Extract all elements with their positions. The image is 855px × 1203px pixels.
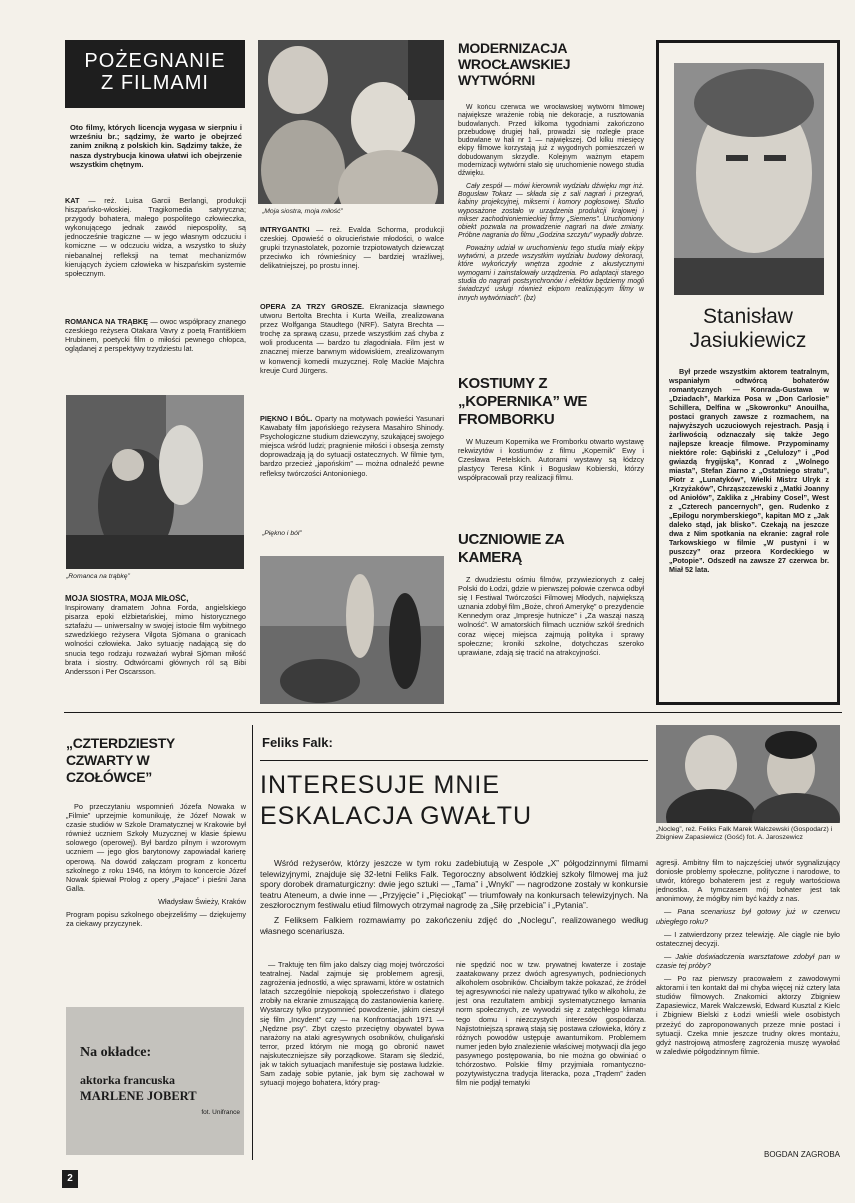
ucz-text: Z dwudziestu ośmiu filmów, przywiezionych z całej Polski do Łodzi, gdzie w pierwszej połowie czerwca odbył się I Festiwal Twórczości Filmowej Młodych, największą uznania zdobył film „Boże, chroń Amerykę” o prezydencie Kennedym oraz „Impresje hutnicze” i „Za wasząi naszą wolność”. W amatorskich filmach uczniów szkół średnich coraz więcej miejsca zajmują polityka i sprawy społeczne; kroniki szkolne, dotychczas szeroko uprawiane, zdają się tracić na atrakcyjności.: [458, 575, 644, 657]
opera-text: Ekranizacja sławnego utworu Bertolta Brechta i Kurta Weilla, zrealizowana przez Wolfganga Staudtego (NRF). Satyra Brechta — trochę za sprawą czasu, przede wszystkim zaś chyba z woli producenta — bardzo tu złagodniała. Film jest w znacznej mierze barwnym widowiskiem, zrealizowanym w konwencji komedii muzycznej. Rolę Mackie Majchra kreuje Curd Jürgens.: [260, 302, 444, 375]
interview-col3-text: agresji. Ambitny film to najczęściej utwór sygnalizujący doniosłe problemy społeczne, polityczne i narodowe, to utwór, którego bohaterem jest z reguły wartościowa jednostka. A tymczasem mój bohater jest tak anonimowy, że mógłby nim być każdy z nas.: [656, 858, 840, 904]
modern-article: [458, 104, 644, 344]
romanca-photo-image: [66, 395, 244, 569]
moja-photo-image: [258, 40, 444, 204]
czterdziesty-letter: [66, 802, 246, 1002]
kostiumy-title: KOSTIUMY Z „KOPERNIKA” WE FROMBORKU: [458, 375, 588, 428]
moja-text: Inspirowany dramatem Johna Forda, angielskiego pisarza epoki elżbietańskiej, mimo historycznego sztafażu — uniwersalny w swojej istocie film wybitnego szwedzkiego reżysera Vilgota Sjömana o granicach wolności człowieka. Jako sytuację nadającą się do snucia tego rodzaju rozważań wybrał Sjöman miłość brata i siostry. Odtwórcami głównych ról są Bibi Andersson i Per Oscarsson.: [65, 603, 246, 676]
farewell-title-line1: POŻEGNANIE: [84, 50, 226, 72]
nocleg-photo-image: [656, 725, 840, 823]
section-divider: [64, 712, 842, 713]
intryganci-text: — reż. Evalda Schorma, produkcji czeskiej. Opowieść o okrucieństwie młodości, o walce grupki trzynastolatek, pozornie trzpiotowatych dziewcząt przeciwko ich równieśnicy — bardziej wrażliwej, delikatniejszej, po prostu innej.: [260, 225, 444, 271]
interview-author: BOGDAN ZAGROBA: [763, 1150, 840, 1159]
czterdziesty-note: Program popisu szkolnego obejrzeliśmy — dziękujemy za ciekawy przyczynek.: [66, 910, 246, 929]
moja-review: [65, 594, 246, 704]
opera-review: [260, 302, 444, 412]
nocleg-photo: [656, 725, 840, 823]
interview-headline: [260, 770, 650, 838]
obituary-last-name: Jasiukiewicz: [689, 329, 807, 352]
interview-a1: — I zatwierdzony przez telewizję. Ale ciągle nie było ostatecznej decyzji.: [656, 929, 840, 948]
modern-text: W końcu czerwca we wrocławskiej wytwórni filmowej największe wrażenie robią nie dekoracje, a rusztowania budowlanych. Przed kilkoma tygodniami zakończono przebudowę drugiej hali, prowadzi się rozległe prace budowlane w hali nr 1 — największej. Od kilku miesięcy ekipy filmowe korzystają już z wygodnych pomieszczeń w dobudowanym skrzydle. Kolejnym ważnym etapem modernizacji wytwórni stało się uruchomienie nowego studia dźwięku.: [458, 104, 644, 178]
kat-text: — reż. Luisa Garcii Berlangi, produkcji hiszpańsko-włoskiej. Tragikomedia satyryczna; przygody bohatera, małego pospolitego człowieczka, wykonującego jednak zawód niepospolity, są jednocześnie tragiczne — w jego własnym odczuciu i komiczne — w odczuciu widza, a wszystko to służy niebanalnej refleksji na temat mechanizmów kierujących życiem człowieka w hiszpańskim systemie społecznym.: [65, 196, 246, 278]
czterdziesty-text: Po przeczytaniu wspomnień Józefa Nowaka w „Filmie” uprzejmie komunikuję, że Józef Nowak w czasie studiów w Szkole Dramatycznej w Krakowie był również uczniem Szkoły Muzycznej w klasie śpiewu solowego (operowej). Był bardzo pilnym i wzorowym uczniem — jego głos barytonowy zapowiadał karierę operową. Na dowód załączam program z koncertu szkolnego z roku 1946, na którym to koncercie Józef Nowak śpiewał Prolog z opery „Pajace” i pieśni Jana Galla.: [66, 802, 246, 893]
obituary-first-name: Stanisław: [703, 305, 793, 328]
farewell-title-line2: Z FILMAMI: [101, 72, 209, 94]
nocleg-caption: „Nocleg”, reż. Feliks Falk Marek Walczewski (Gospodarz) i Zbigniew Zapasiewicz (Gość) fot. A. Jaroszewicz: [656, 826, 833, 841]
obituary-photo: [674, 63, 824, 295]
czterdziesty-signature: Władysław Świeży, Kraków: [158, 896, 246, 906]
interview-q1: — Pana scenariusz był gotowy już w czerwcu ubiegłego roku?: [656, 907, 840, 926]
piekno-photo-image: [260, 556, 444, 704]
intryganci-review: [260, 225, 444, 290]
modern-title: MODERNIZACJA WROCŁAWSKIEJ WYTWÓRNI: [458, 40, 571, 88]
piekno-review: [260, 414, 444, 518]
modern-quote: Cały zespół — mówi kierownik wydziału dźwięku mgr inż. Bogusław Tokarz — składa się z sali nagrań i przegrań, kabiny projekcyjnej, mikserni i komory pogłosowej. Studio wyposażone zostało w urządzenia produkcji krajowej i mikser zachodnioniemieckiej firmy „Siemens”. Uruchomiony obiekt pozwala na prowadzenie nagrań na dwie zmiany. Próbne nagrania do filmu „Godzina szczytu” wypadły dobrze.: [458, 182, 644, 240]
cover-desc-line1: aktorka francuska: [80, 1073, 176, 1087]
obituary-text: Był przede wszystkim aktorem teatralnym, wspaniałym odtwórcą bohaterów romantycznych — Konrada-Gustawa w „Dziadach”, Markiza Posa w „Don Carlosie” Schillera, Delfina w „Skowronku” Anouilha, postaci granych zawsze z rozmachem, na najwyższych uczuciowych rejestrach. Pasją i żarliwością odznaczały się także Jego najlepsze kreacje filmowe. Przypominamy niektóre role: Gąbiński z „Celulozy” i „Pod gwiazdą frygijską”, Konrad z „Wolnego miasta”, Stefan Ziarno z „Ostatniego stratu”, Piotr z „Lunatyków”, Wielki Mistrz Ulryk z „Krzyżaków”, Chrząszczewski z „Matki Joanny od Aniołów”, Zaklika z „Hrabiny Cosel”, West z „Czterech pancernych”, gen. Rudenko z „Epilogu norymberskiego”, kapitan MO z „Jak daleko stąd, jak blisko”. Czekają na jeszcze dwa z Nim spotkania na ekranie: zagrał role Tarkowskiego w filmie „W pustyni i w puszczy” oraz przeora Kordeckiego w „Potopie”. Odszedł na zawsze 27 czerwca br. Miał 52 lata.: [669, 367, 829, 574]
obituary-photo-image: [674, 63, 824, 295]
column-divider: [252, 725, 253, 1160]
obituary-name: [659, 305, 837, 361]
interview-kicker: Feliks Falk:: [262, 735, 333, 750]
interview-lead-text2: Z Feliksem Falkiem rozmawiamy po zakończeniu zdjęć do „Noclegu”, realizowanego według własnego scenariusza.: [260, 914, 648, 936]
romanca-title: ROMANCA NA TRĄBKĘ: [65, 317, 149, 326]
interview-headline-line2: ESKALACJA GWAŁTU: [260, 802, 533, 830]
kat-review: [65, 196, 246, 306]
kostiumy-text: W Muzeum Kopernika we Fromborku otwarto wystawę rekwizytów i kostiumów z filmu „Kopernik” Ewy i Czesława Petelskich. Autorami wystawy są łódzcy plastycy Teresa Klink i Bogusław Kobierski, którzy współpracowali przy realizacji filmu.: [458, 437, 644, 483]
moja-photo-caption: „Moja siostra, moja miłość”: [262, 208, 343, 215]
farewell-intro: Oto filmy, których licencja wygasa w sierpniu i wrześniu br.; sądzimy, że warto je obejrzeć zanim znikną z polskich kin. Sądzimy także, że nasza dystrybucja kinowa ułatwi ich obejrzenie wszystkim chętnym.: [70, 123, 242, 169]
cover-desc-line2: MARLENE JOBERT: [80, 1089, 197, 1103]
cover-label: Na okładce:: [80, 1045, 152, 1060]
opera-title: OPERA ZA TRZY GROSZE.: [260, 302, 365, 311]
romanca-photo: [66, 395, 244, 569]
piekno-caption: „Piękno i ból”: [262, 530, 302, 537]
interview-col1: — Traktuję ten film jako dalszy ciąg mojej twórczości teatralnej. Nadal zajmuje się problemem agresji, zagrożenia jednostki, a więc sprawami, które w ostatnich latach szczególnie niepokoją społeczeństwo i dlatego zrobiły na ekranie zmuszającą do zastanowienia karierę. Wystarczy tylko przypomnieć powodzenie, jakim cieszył się film „Incydent” czy — na Konfrontacjach 1971 — „Nędzne psy”. Zbyt często przeciętny obywatel bywa narażony na ataki agresywnych osobników, chuligański terror, przed którym nie mogą go obronić nawet najskuteczniejsze siły porządkowe. Staram się śledzić, jak w takich sytuacjach manifestuje się postawa ludzkie. Sam zadaję sobie pytanie, jak bym się zachował w sytuacji mojego bohatera, który prag-: [260, 960, 444, 1088]
interview-q2: — Jakie doświadczenia warsztatowe zdobył pan w czasie tej próby?: [656, 951, 840, 970]
romanca-text: — owoc współpracy znanego czeskiego reżysera Otakara Vavry z poetą Františkiem Hrubinem, poetycki film o miłości pewnego chłopca, oglądanej z perspektywy trzydziestu lat.: [65, 317, 246, 354]
interview-headline-line1: INTERESUJE MNIE: [260, 771, 501, 799]
farewell-header: [65, 40, 245, 108]
modern-header: [458, 40, 658, 100]
interview-lead-text: Wśród reżyserów, którzy jeszcze w tym roku zadebiutują w Zespole „X” półgodzinnymi filmami telewizyjnymi, znajduje się 32-letni Feliks Falk. Tegoroczny absolwent łódzkiej szkoły filmowej ma już spory dorobek dramaturgiczny: dwie jego sztuki — „Tama” i „Wnyki” — nagrodzone zostały w konkursie teatru Ateneum, a dwie inne — „Przyjęcie” i „Pięciokąt” — triumfowały na konkursach telewizyjnych. Na zeszłorocznym festiwalu etiud filmowych otrzymał nagrodę za „Siłę przebicia” i „Pytania”.: [260, 858, 648, 911]
cover-box: [66, 1007, 244, 1155]
cover-credit: fot. Unifrance: [201, 1109, 240, 1116]
piekno-title: PIĘKNO I BÓL.: [260, 414, 313, 423]
romanca-caption: „Romanca na trąbkę”: [66, 573, 130, 580]
interview-col2: nie spędzić noc w tzw. prywatnej kwaterze i zostaje zaatakowany przez dwóch agresywnych, podniecionych alkoholem osobników. Chciałbym także pokazać, że źródeł tej agresywności nie należy upatrywać tylko w alkoholu, że jest ona rezultatem ambicji systematycznego łamania norm społecznych, ze wywodzi się z zatęchłego klimatu tego domu i niezczystych interesów gospodarza. Najistotniejszą sprawą stają się postawa człowieka, który z różnych powodów ustępuje awanturnikom. Problemem numer jeden było znalezienie właściwej motywacji dla jego pasywnego postępowania, bo nie można go obwiniać o tchórzostwo. Polskie filmy przyjmiała romantyczno-pozytywistyczna tradycja literacka, poza „Trądem” żaden film nie podjął tematyki: [456, 960, 646, 1088]
piekno-photo: [260, 556, 444, 704]
modern-quote2: Poważny udział w uruchomieniu tego studia miały ekipy wytwórni, a przede wszystkim wydziału budowy dekoracji, które wykończyły wnętrza zgodnie z akustycznymi wymogami i zainstalowały urządzenia. Po adaptacji starego studia do nagrań postsynchronów i efektów będziemy mogli świadczyć usługi również ekipom realizującym filmy w innych wytwórniach”. (bz): [458, 244, 644, 302]
piekno-text: Oparty na motywach powieści Yasunari Kawabaty film japońskiego reżysera Masahiro Shinody. Psychologiczne studium dziewczyny, szukającej swojego miejsca wśród ludzi; pragnienie miłości i obsesja zemsty doprowadzają ją do sytuacji ostatecznych. W filmie tym, bardzo przecież „japońskim” — można odnaleźć pewne refleksy twórczości Antonioniego.: [260, 414, 444, 478]
interview-col3: [656, 858, 840, 1160]
interview-a2: — Po raz pierwszy pracowałem z zawodowymi aktorami i ten kontakt dał mi chyba więcej niż cztery lata studiów filmowych. Znakomici aktorzy Zbigniew Zapasiewicz, Marek Walczewski, Edward Kusztal z Kielc i Zbigniew Bielski z Łodzi wnieśli wiele osobistych przeżyć do zaproponowanych przeze mnie postaci i sytuacji. Czeka mnie jeszcze trudny okres montażu, gdyż nastrojową atmosferę zagrożenia muszę wywołać w zaledwie półgodzinnym filmie.: [656, 974, 840, 1056]
obituary-frame: [656, 40, 840, 705]
page-number: 2: [62, 1170, 78, 1188]
kat-title: KAT: [65, 196, 80, 205]
interview-lead: [260, 858, 648, 948]
romanca-review: [65, 317, 246, 381]
moja-title: MOJA SIOSTRA, MOJA MIŁOŚĆ,: [65, 594, 189, 603]
ucz-title: UCZNIOWIE ZA KAMERĄ: [458, 531, 564, 566]
moja-photo: [258, 40, 444, 204]
czterdziesty-title: „CZTERDZIESTY CZWARTY W CZOŁÓWCE”: [66, 735, 175, 785]
intryganci-title: INTRYGANTKI: [260, 225, 310, 234]
interview-kicker-rule: [260, 760, 648, 761]
